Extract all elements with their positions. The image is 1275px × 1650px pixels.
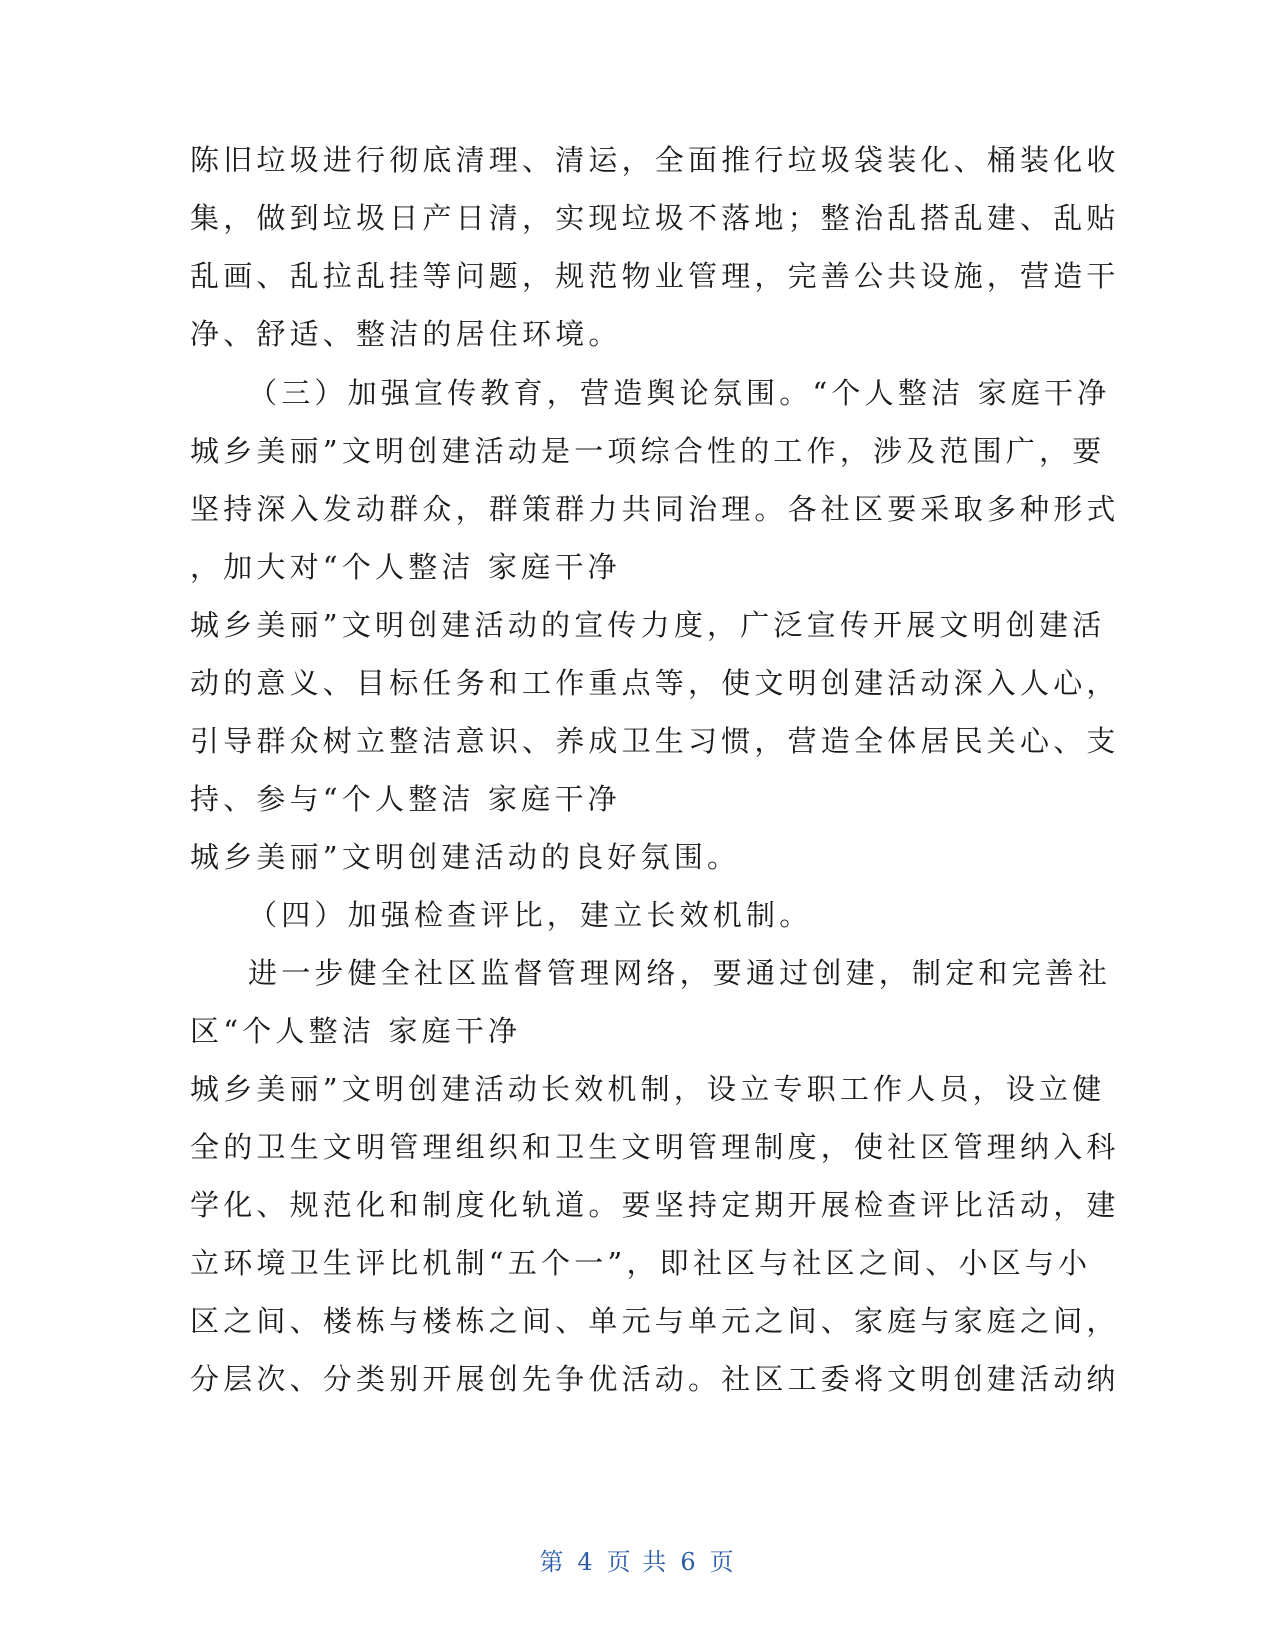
text-line: 引导群众树立整洁意识、养成卫生习惯，营造全体居民关心、支 — [190, 724, 1120, 758]
text-line: 城乡美丽”文明创建活动的宣传力度，广泛宣传开展文明创建活 — [190, 608, 1106, 642]
text-line: 区之间、楼栋与楼栋之间、单元与单元之间、家庭与家庭之间， — [190, 1304, 1120, 1338]
total-pages: 6 — [680, 1548, 698, 1576]
text-line: 城乡美丽”文明创建活动是一项综合性的工作，涉及范围广，要 — [190, 434, 1106, 468]
page-number: 4 — [577, 1548, 595, 1576]
text-line: 学化、规范化和制度化轨道。要坚持定期开展检查评比活动，建 — [190, 1188, 1120, 1222]
footer-prefix: 第 — [539, 1548, 566, 1576]
section-heading-3: （三）加强宣传教育，营造舆论氛围。“个人整洁 家庭干净 — [248, 376, 1111, 410]
text-line: 立环境卫生评比机制“五个一”，即社区与社区之间、小区与小 — [190, 1246, 1092, 1280]
text-line: 持、参与“个人整洁 家庭干净 — [190, 782, 621, 816]
text-line: 分层次、分类别开展创先争优活动。社区工委将文明创建活动纳 — [190, 1362, 1120, 1396]
text-line: 坚持深入发动群众，群策群力共同治理。各社区要采取多种形式 — [190, 492, 1120, 526]
text-line: 净、舒适、整洁的居住环境。 — [190, 317, 622, 351]
text-line: ，加大对“个人整洁 家庭干净 — [190, 550, 621, 584]
footer-middle: 页 共 — [606, 1548, 669, 1576]
text-line: 全的卫生文明管理组织和卫生文明管理制度，使社区管理纳入科 — [190, 1130, 1120, 1164]
text-line: 乱画、乱拉乱挂等问题，规范物业管理，完善公共设施，营造干 — [190, 259, 1120, 293]
section-heading-4: （四）加强检查评比，建立长效机制。 — [248, 898, 813, 932]
text-line: 城乡美丽”文明创建活动长效机制，设立专职工作人员，设立健 — [190, 1072, 1106, 1106]
footer-suffix: 页 — [709, 1548, 736, 1576]
text-line: 集，做到垃圾日产日清，实现垃圾不落地；整治乱搭乱建、乱贴 — [190, 201, 1120, 235]
text-line: 区“个人整洁 家庭干净 — [190, 1014, 522, 1048]
text-line: 进一步健全社区监督管理网络，要通过创建，制定和完善社 — [248, 956, 1112, 990]
page-footer — [0, 1542, 1275, 1577]
text-line: 城乡美丽”文明创建活动的良好氛围。 — [190, 840, 741, 874]
text-line: 陈旧垃圾进行彻底清理、清运，全面推行垃圾袋装化、桶装化收 — [190, 143, 1120, 177]
text-line: 动的意义、目标任务和工作重点等，使文明创建活动深入人心， — [190, 666, 1120, 700]
